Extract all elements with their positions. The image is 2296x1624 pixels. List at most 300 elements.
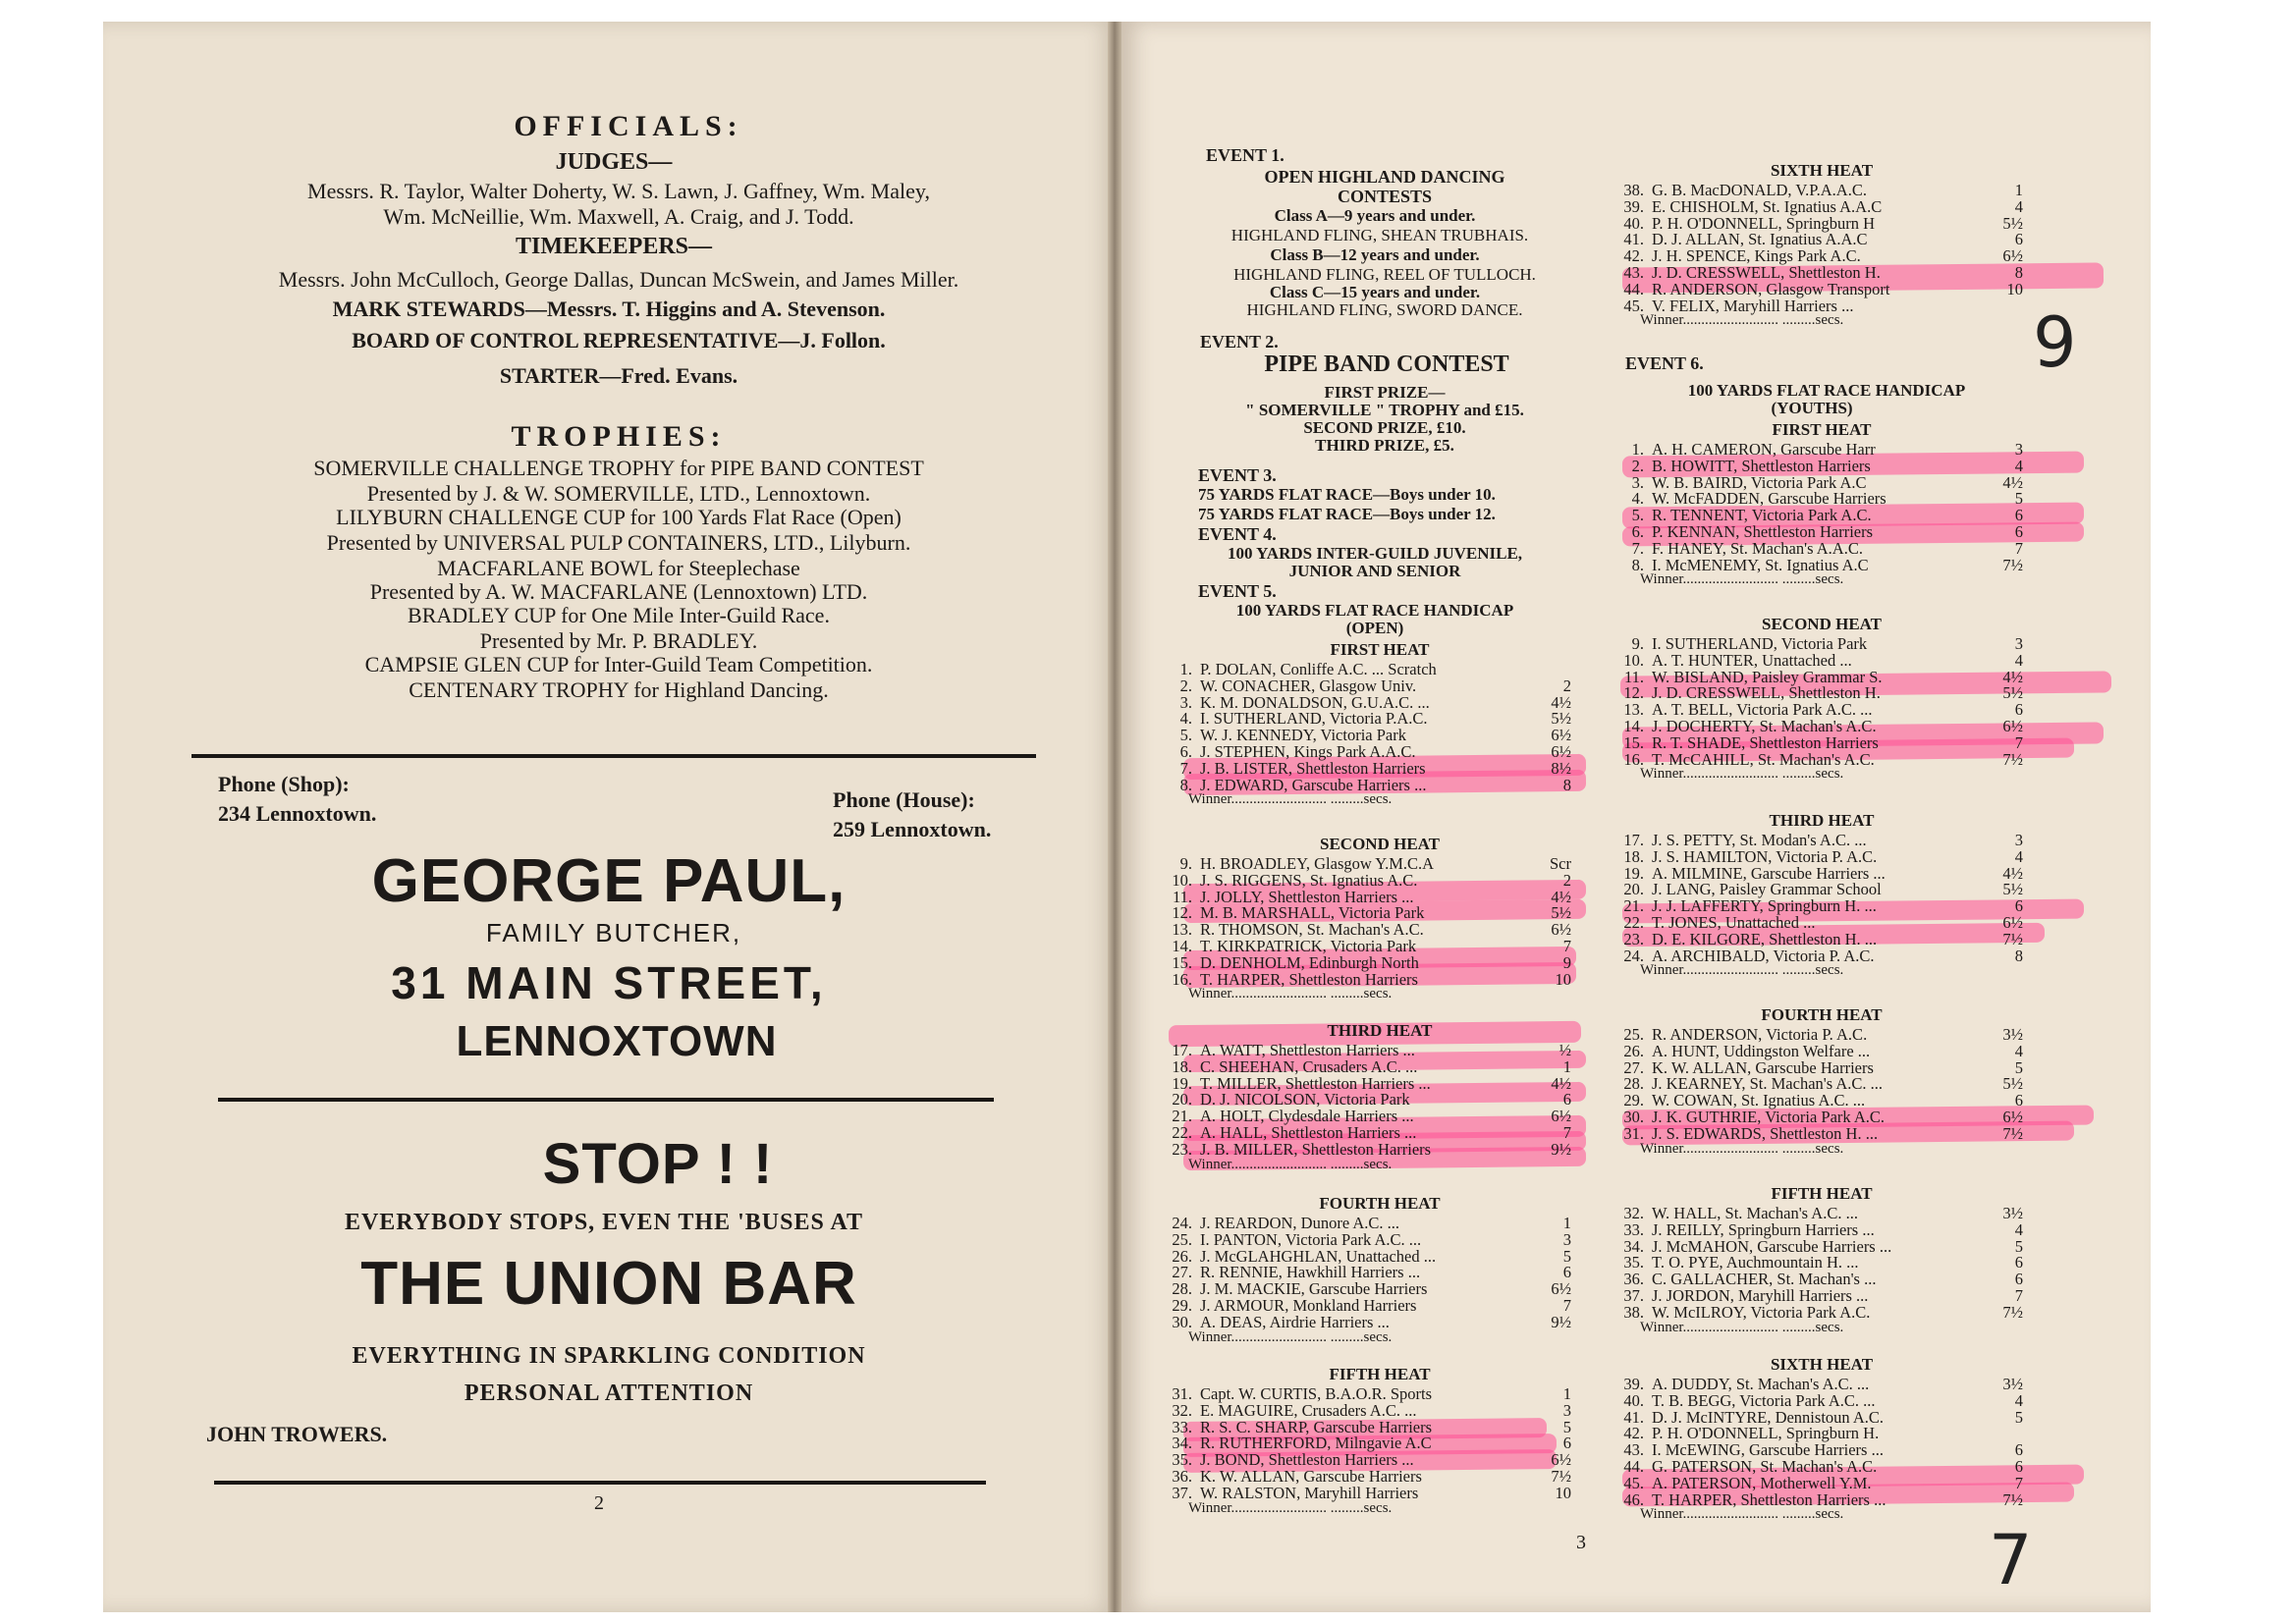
officials-title: OFFICIALS: (514, 110, 743, 142)
trophy-line: Presented by J. & W. SOMERVILLE, LTD., Lennoxtown. (366, 481, 871, 506)
entry-handicap: Scr (1550, 854, 1571, 873)
entry-number: 24. (1172, 1214, 1192, 1232)
entry-handicap: 6 (2014, 700, 2023, 720)
entry-name: W. CONACHER, Glasgow Univ. (1200, 676, 1417, 695)
butcher-name: GEORGE PAUL, (371, 847, 847, 915)
entry-handicap: 7½ (2002, 1489, 2023, 1509)
entry-name: W. RALSTON, Maryhill Harriers (1200, 1483, 1419, 1502)
entry-number: 13. (1623, 700, 1644, 720)
entry-name: A. MILMINE, Garscube Harriers ... (1652, 863, 1886, 883)
entry-number: 18. (1172, 1056, 1192, 1076)
entry-handicap: 6½ (1551, 742, 1571, 761)
attention-line: PERSONAL ATTENTION (464, 1380, 754, 1406)
entry-number: 15. (1172, 952, 1192, 972)
entry-handicap: 6 (2014, 1253, 2023, 1272)
entry-name: J. DOCHERTY, St. Machan's A.C. (1652, 717, 1877, 735)
entry-name: J. STEPHEN, Kings Park A.A.C. (1200, 742, 1416, 761)
entry-handicap: 6½ (1551, 1107, 1571, 1126)
judges-line-2: Wm. McNeillie, Wm. Maxwell, A. Craig, and J. Todd. (383, 204, 854, 229)
entry-handicap: 6 (2014, 230, 2023, 249)
entry-handicap: 4½ (2002, 667, 2023, 686)
entry-name: P. KENNAN, Shettleston Harriers (1652, 522, 1874, 541)
event-1-title-2: CONTESTS (1337, 187, 1433, 206)
entry-number: 38. (1623, 181, 1644, 199)
entry-handicap: 7½ (2002, 555, 2023, 574)
entry-handicap: 6 (1562, 1090, 1571, 1110)
entry-name: K. M. DONALDSON, G.U.A.C. ... (1200, 692, 1430, 712)
entry-number: 39. (1623, 196, 1644, 216)
phone-shop-number: 234 Lennoxtown. (218, 801, 377, 826)
entry-number: 8. (1631, 555, 1644, 574)
entry-name: J. K. GUTHRIE, Victoria Park A.C. (1652, 1108, 1886, 1126)
entry-handicap (1994, 297, 2023, 316)
entry-number: 4. (1179, 709, 1192, 729)
heat-title: SIXTH HEAT (1770, 1355, 1874, 1374)
entry-number: 16. (1172, 969, 1192, 989)
entry-number: 35. (1172, 1450, 1192, 1470)
trophies-title: TROPHIES: (511, 420, 727, 453)
entry-handicap: 3 (2014, 831, 2023, 849)
event-3-line-2: 75 YARDS FLAT RACE—Boys under 12. (1198, 505, 1496, 523)
entry-handicap: 5 (2014, 1057, 2023, 1077)
entry-number: 31. (1623, 1123, 1644, 1143)
entry-name: J. BOND, Shettleston Harriers ... (1200, 1450, 1414, 1470)
entry-handicap: 5½ (2002, 1074, 2023, 1094)
entry-name: I. McEWING, Garscube Harriers ... (1652, 1440, 1884, 1460)
entry-number: 26. (1623, 1041, 1644, 1060)
entry-handicap: 3½ (2002, 1025, 2023, 1044)
entry-name: J. D. CRESSWELL, Shettleston H. (1652, 263, 1881, 282)
entry-name: P. H. O'DONNELL, Springburn H (1652, 213, 1876, 233)
entry-handicap: 6 (2014, 1440, 2023, 1460)
entry-number: 17. (1172, 1041, 1192, 1059)
entry-name: A. T. BELL, Victoria Park A.C. ... (1652, 700, 1873, 720)
first-prize-detail: " SOMERVILLE " TROPHY and £15. (1245, 401, 1524, 419)
butcher-street: 31 MAIN STREET, (391, 957, 827, 1008)
entry-number: 29. (1172, 1296, 1192, 1315)
entry-handicap: 4 (2014, 196, 2023, 216)
entry-name: J. S. EDWARDS, Shettleston H. ... (1652, 1123, 1879, 1143)
entry-handicap: 7½ (2002, 929, 2023, 948)
entry-name: D. E. KILGORE, Shettleston H. ... (1652, 929, 1878, 948)
timekeepers-line: Messrs. John McCulloch, George Dallas, Duncan McSwein, and James Miller. (278, 267, 959, 292)
entry-number: 3. (1179, 692, 1192, 712)
judges-line-1: Messrs. R. Taylor, Walter Doherty, W. S. Lawn, J. Gaffney, Wm. Maley, (307, 179, 930, 203)
entry-number: 43. (1623, 263, 1644, 282)
entry-name: I. PANTON, Victoria Park A.C. ... (1200, 1229, 1422, 1249)
entry-name: T. McCAHILL, St. Machan's A.C. (1652, 749, 1875, 769)
event-3-label: EVENT 3. (1198, 465, 1277, 485)
entry-name: A. DUDDY, St. Machan's A.C. ... (1652, 1375, 1870, 1393)
entry-number: 9. (1179, 854, 1192, 873)
entry-handicap: 5 (2014, 1236, 2023, 1256)
entry-name: W. McILROY, Victoria Park A.C. (1652, 1302, 1871, 1322)
entry-handicap: 4½ (2002, 863, 2023, 883)
entry-name: W. BISLAND, Paisley Grammar S. (1652, 667, 1883, 686)
entry-handicap: 2 (1562, 870, 1571, 890)
entry-name: D. J. NICOLSON, Victoria Park (1200, 1090, 1410, 1110)
entry-number: 20. (1172, 1090, 1192, 1110)
entry-handicap: 3 (2014, 634, 2023, 653)
entry-number: 27. (1172, 1263, 1192, 1282)
entry-handicap: 6 (1562, 1434, 1571, 1453)
entry-number: 12. (1623, 683, 1644, 703)
butcher-trade: FAMILY BUTCHER, (485, 918, 742, 947)
entry-number: 43. (1623, 1440, 1644, 1460)
entry-handicap: 6 (2014, 522, 2023, 541)
entry-number: 9. (1631, 634, 1644, 653)
entry-number: 7. (1179, 758, 1192, 778)
entry-number: 25. (1623, 1025, 1644, 1044)
entry-handicap: 6 (2014, 1091, 2023, 1110)
entry-handicap: 6 (2014, 896, 2023, 916)
entry-name: R. THOMSON, St. Machan's A.C. (1200, 920, 1424, 940)
entry-name: W. McFADDEN, Garscube Harriers (1652, 489, 1886, 509)
entry-name: F. HANEY, St. Machan's A.A.C. (1652, 538, 1863, 558)
entry-name: W. HALL, St. Machan's A.C. ... (1652, 1204, 1858, 1222)
entry-handicap: 6½ (2002, 913, 2023, 932)
entry-name: A. T. HUNTER, Unattached ... (1652, 650, 1852, 670)
entry-handicap: 7 (1562, 937, 1571, 955)
entry-handicap: 1 (1562, 1056, 1571, 1076)
entry-handicap: 7½ (1551, 1467, 1571, 1486)
entry-number: 28. (1623, 1074, 1644, 1094)
entry-name: R. S. C. SHARP, Garscube Harriers (1200, 1417, 1433, 1436)
heat-title: FOURTH HEAT (1761, 1005, 1883, 1024)
entry-number: 39. (1623, 1375, 1644, 1393)
entry-handicap: 6½ (1551, 1279, 1571, 1299)
winner-line: Winner.......................... .........secs. (1640, 571, 1844, 588)
second-prize: SECOND PRIZE, £10. (1303, 418, 1466, 437)
entry-handicap: 10 (1555, 1483, 1571, 1502)
entry-number: 40. (1623, 1390, 1644, 1410)
entry-name: P. DOLAN, Conliffe A.C. ... Scratch (1200, 660, 1437, 678)
entry-name: M. B. MARSHALL, Victoria Park (1200, 903, 1425, 923)
event-4-line-2: JUNIOR AND SENIOR (1288, 562, 1461, 580)
entry-number: 24. (1623, 946, 1644, 965)
entry-handicap: 6½ (1551, 1450, 1571, 1470)
entry-number: 11. (1172, 887, 1192, 906)
class-c-dances: HIGHLAND FLING, SWORD DANCE. (1246, 300, 1523, 319)
entry-handicap: 10 (1555, 969, 1571, 989)
heat-title: THIRD HEAT (1327, 1021, 1433, 1040)
entry-name: G. PATERSON, St. Machan's A.C. (1652, 1457, 1878, 1476)
entry-name: J. S. HAMILTON, Victoria P. A.C. (1652, 846, 1878, 866)
event-6-line-1: 100 YARDS FLAT RACE HANDICAP (1687, 381, 1966, 400)
mark-stewards: MARK STEWARDS—Messrs. T. Higgins and A. Stevenson. (332, 297, 886, 321)
entry-number: 10. (1172, 870, 1192, 890)
entry-handicap: 5 (2014, 489, 2023, 509)
entry-name: A. HOLT, Clydesdale Harriers ... (1200, 1107, 1414, 1126)
entry-name: A. DEAS, Airdrie Harriers ... (1200, 1312, 1390, 1331)
entry-handicap: 3 (1562, 1400, 1571, 1420)
entry-name: T. HARPER, Shettleston Harriers ... (1652, 1489, 1886, 1509)
class-b-dances: HIGHLAND FLING, REEL OF TULLOCH. (1233, 265, 1536, 284)
entry-name: J. JORDON, Maryhill Harriers ... (1652, 1286, 1869, 1305)
entry-name: J. M. MACKIE, Garscube Harriers (1200, 1279, 1428, 1299)
entry-name: J. H. SPENCE, Kings Park A.C. (1652, 246, 1861, 266)
board-of-control: BOARD OF CONTROL REPRESENTATIVE—J. Follon. (352, 328, 886, 352)
entry-name: W. J. KENNEDY, Victoria Park (1200, 726, 1406, 745)
entry-handicap: 1 (1562, 1214, 1571, 1232)
entry-name: T. MILLER, Shettleston Harriers ... (1200, 1073, 1431, 1093)
entry-name: J. J. LAFFERTY, Springburn H. ... (1652, 896, 1877, 916)
entry-handicap: 5 (2014, 1407, 2023, 1427)
entry-name: J. B. MILLER, Shettleston Harriers (1200, 1139, 1432, 1159)
entry-handicap: 7 (1562, 1296, 1571, 1315)
event-5-label: EVENT 5. (1198, 581, 1277, 601)
entry-name: C. GALLACHER, St. Machan's ... (1652, 1270, 1877, 1289)
trophy-line: CENTENARY TROPHY for Highland Dancing. (409, 677, 829, 702)
event-6-label: EVENT 6. (1625, 353, 1704, 373)
entry-handicap: 9½ (1551, 1312, 1571, 1331)
entry-name: J. REARDON, Dunore A.C. ... (1200, 1214, 1400, 1232)
entry-name: J. JOLLY, Shettleston Harriers ... (1200, 887, 1414, 906)
judges-heading: JUDGES— (555, 149, 673, 175)
heat-title: SIXTH HEAT (1770, 161, 1874, 180)
entry-handicap: 6½ (2002, 246, 2023, 266)
divider-1 (191, 754, 1036, 758)
winner-line: Winner.......................... .........secs. (1640, 312, 1844, 329)
phone-house-label: Phone (House): (833, 787, 975, 812)
entry-handicap: 5 (1562, 1246, 1571, 1266)
heat-title: FIRST HEAT (1330, 640, 1430, 659)
entry-name: J. LANG, Paisley Grammar School (1652, 880, 1882, 899)
entry-number: 34. (1172, 1434, 1192, 1453)
entry-number: 32. (1623, 1204, 1644, 1222)
entry-name: D. J. ALLAN, St. Ignatius A.A.C (1652, 230, 1868, 249)
handwritten-9: 9 (2033, 302, 2077, 383)
entry-name: G. B. MacDONALD, V.P.A.A.C. (1652, 181, 1867, 199)
winner-line: Winner.......................... .........secs. (1640, 1140, 1844, 1157)
entry-number: 23. (1172, 1139, 1192, 1159)
event-6-line-2: (YOUTHS) (1771, 399, 1853, 417)
event-1-title-1: OPEN HIGHLAND DANCING (1264, 167, 1505, 187)
entry-number: 6. (1631, 522, 1644, 541)
entry-handicap: 3½ (2002, 1375, 2023, 1393)
heat-title: SECOND HEAT (1319, 835, 1441, 853)
entry-name: T. KIRKPATRICK, Victoria Park (1200, 937, 1417, 955)
entry-name: K. W. ALLAN, Garscube Harriers (1200, 1467, 1422, 1486)
entry-name: J. B. LISTER, Shettleston Harriers (1200, 758, 1426, 778)
entry-name: R. ANDERSON, Glasgow Transport (1652, 279, 1890, 298)
entry-number: 41. (1623, 1407, 1644, 1427)
entry-handicap: 7½ (2002, 1123, 2023, 1143)
entry-number: 14. (1172, 937, 1192, 955)
entry-name: A. WATT, Shettleston Harriers ... (1200, 1041, 1415, 1059)
entry-handicap: 9 (1562, 952, 1571, 972)
entry-handicap: 7 (2014, 1473, 2023, 1492)
trophy-line: BRADLEY CUP for One Mile Inter-Guild Race. (408, 603, 830, 627)
entry-handicap: 3½ (2002, 1204, 2023, 1222)
pipe-band-title: PIPE BAND CONTEST (1264, 352, 1509, 377)
trophy-line: Presented by Mr. P. BRADLEY. (479, 628, 758, 653)
entry-number: 29. (1623, 1091, 1644, 1110)
entry-name: W. B. BAIRD, Victoria Park A.C (1652, 472, 1867, 492)
first-prize: FIRST PRIZE— (1324, 383, 1446, 402)
entry-number: 25. (1172, 1229, 1192, 1249)
entry-number: 42. (1623, 1424, 1644, 1443)
entry-handicap: 4 (2014, 1390, 2023, 1410)
handwritten-7: 7 (1989, 1520, 2033, 1600)
heat-title: FOURTH HEAT (1319, 1194, 1441, 1213)
entry-handicap: 9½ (1551, 1139, 1571, 1159)
entry-handicap: 8½ (1551, 758, 1571, 778)
entry-name: J. ARMOUR, Monkland Harriers (1200, 1296, 1417, 1315)
entry-handicap: 5½ (2002, 683, 2023, 703)
entry-handicap: 8 (2014, 263, 2023, 282)
entry-handicap: 6½ (2002, 1108, 2023, 1126)
entry-number: 41. (1623, 230, 1644, 249)
entry-number: 22. (1623, 913, 1644, 932)
entry-handicap: 7 (1562, 1123, 1571, 1142)
entry-name: J. EDWARD, Garscube Harriers ... (1200, 775, 1427, 794)
entry-name: E. CHISHOLM, St. Ignatius A.A.C (1652, 196, 1883, 216)
entry-name: B. HOWITT, Shettleston Harriers (1652, 456, 1871, 475)
entry-name: T. HARPER, Shettleston Harriers (1200, 969, 1418, 989)
entry-name: J. D. CRESSWELL, Shettleston H. (1652, 683, 1881, 703)
entry-number: 11. (1623, 667, 1644, 686)
owner-name: JOHN TROWERS. (206, 1422, 388, 1446)
entry-handicap: 8 (1562, 775, 1571, 794)
entry-handicap: 4 (2014, 456, 2023, 475)
book-gutter (1108, 22, 1121, 1612)
entry-number: 17. (1623, 831, 1644, 849)
event-4-label: EVENT 4. (1198, 524, 1277, 544)
entry-number: 38. (1623, 1302, 1644, 1322)
entry-handicap: 8 (2014, 946, 2023, 965)
entry-handicap: 6 (2014, 506, 2023, 525)
entry-handicap: 4½ (1551, 1073, 1571, 1093)
entry-name: D. J. McINTYRE, Dennistoun A.C. (1652, 1407, 1885, 1427)
entry-handicap: 5½ (2002, 213, 2023, 233)
divider-3 (214, 1481, 986, 1485)
entry-number: 44. (1623, 1457, 1644, 1476)
entry-name: I. SUTHERLAND, Victoria Park (1652, 634, 1868, 653)
phone-shop-label: Phone (Shop): (218, 772, 350, 796)
winner-line: Winner.......................... .........secs. (1188, 1499, 1393, 1516)
entry-number: 28. (1172, 1279, 1192, 1299)
entry-handicap: 7 (2014, 538, 2023, 558)
entry-handicap: 4½ (1551, 887, 1571, 906)
entry-name: J. S. RIGGENS, St. Ignatius A.C. (1200, 870, 1418, 890)
entry-number: 46. (1623, 1489, 1644, 1509)
entry-number: 44. (1623, 279, 1644, 298)
event-3-line-1: 75 YARDS FLAT RACE—Boys under 10. (1198, 485, 1496, 504)
entry-name: V. FELIX, Maryhill Harriers ... (1652, 296, 1854, 315)
class-c: Class C—15 years and under. (1269, 283, 1481, 301)
event-2-label: EVENT 2. (1200, 332, 1279, 352)
entry-number: 12. (1172, 903, 1192, 923)
entry-number: 15. (1623, 732, 1644, 752)
entry-number: 1. (1631, 440, 1644, 459)
entry-name: P. H. O'DONNELL, Springburn H. (1652, 1424, 1880, 1443)
entry-handicap: 5 (1562, 1417, 1571, 1436)
entry-name: Capt. W. CURTIS, B.A.O.R. Sports (1200, 1384, 1433, 1403)
entry-number: 14. (1623, 717, 1644, 735)
entry-handicap: 6½ (1551, 920, 1571, 940)
phone-house-number: 259 Lennoxtown. (833, 817, 992, 841)
entry-number: 37. (1623, 1286, 1644, 1305)
entry-number: 34. (1623, 1236, 1644, 1256)
sparkling-line: EVERYTHING IN SPARKLING CONDITION (352, 1343, 866, 1369)
entry-number: 45. (1623, 1473, 1644, 1492)
entry-handicap: 5½ (1551, 709, 1571, 729)
page-number-right: 3 (1576, 1532, 1586, 1553)
everybody-stops: EVERYBODY STOPS, EVEN THE 'BUSES AT (344, 1210, 864, 1235)
trophy-line: LILYBURN CHALLENGE CUP for 100 Yards Flat Race (Open) (336, 505, 902, 529)
winner-line: Winner.......................... .........secs. (1188, 791, 1393, 808)
winner-line: Winner.......................... .........secs. (1188, 1156, 1393, 1172)
divider-2 (218, 1098, 994, 1102)
entry-handicap: 5½ (1551, 903, 1571, 923)
entry-number: 31. (1172, 1384, 1192, 1403)
entry-number: 5. (1179, 726, 1192, 745)
entry-number: 33. (1623, 1219, 1644, 1239)
entry-number: 21. (1623, 896, 1644, 916)
stop-headline: STOP ! ! (542, 1132, 774, 1196)
entry-number: 18. (1623, 846, 1644, 866)
entry-number: 5. (1631, 506, 1644, 525)
entry-handicap: 1 (1562, 1384, 1571, 1403)
entry-handicap: 5½ (2002, 880, 2023, 899)
butcher-town: LENNOXTOWN (456, 1017, 778, 1065)
entry-handicap: 1 (2014, 181, 2023, 199)
entry-number: 30. (1623, 1108, 1644, 1126)
entry-name: A. H. CAMERON, Garscube Harr (1652, 440, 1876, 459)
entry-handicap: 10 (2006, 279, 2023, 298)
entry-number: 27. (1623, 1057, 1644, 1077)
entry-number: 2. (1179, 676, 1192, 695)
starter: STARTER—Fred. Evans. (499, 363, 738, 388)
entry-name: E. MAGUIRE, Crusaders A.C. ... (1200, 1400, 1417, 1420)
entry-name: A. ARCHIBALD, Victoria P. A.C. (1652, 946, 1875, 965)
page-number-left: 2 (594, 1492, 604, 1514)
heat-title: THIRD HEAT (1769, 811, 1875, 830)
entry-name: R. RENNIE, Hawkhill Harriers ... (1200, 1263, 1421, 1282)
entry-number: 40. (1623, 213, 1644, 233)
entry-handicap: 7½ (2002, 749, 2023, 769)
entry-number: 30. (1172, 1312, 1192, 1331)
entry-name: R. T. SHADE, Shettleston Harriers (1652, 732, 1879, 752)
entry-number: 7. (1631, 538, 1644, 558)
entry-handicap: 6 (2014, 1270, 2023, 1289)
trophy-line: SOMERVILLE CHALLENGE TROPHY for PIPE BAND CONTEST (313, 456, 924, 480)
entry-name: T. B. BEGG, Victoria Park A.C. ... (1652, 1390, 1876, 1410)
entry-name: J. KEARNEY, St. Machan's A.C. ... (1652, 1074, 1884, 1094)
entry-name: I. SUTHERLAND, Victoria P.A.C. (1200, 709, 1428, 729)
entry-handicap: ½ (1558, 1041, 1571, 1059)
entry-name: A. PATERSON, Motherwell Y.M. (1652, 1473, 1872, 1492)
trophy-line: Presented by A. W. MACFARLANE (Lennoxtown) LTD. (369, 579, 868, 604)
entry-number: 23. (1623, 929, 1644, 948)
entry-name: R. ANDERSON, Victoria P. A.C. (1652, 1025, 1868, 1044)
entry-name: H. BROADLEY, Glasgow Y.M.C.A (1200, 854, 1435, 873)
winner-line: Winner.......................... .........secs. (1640, 962, 1844, 979)
entry-handicap: 6 (2014, 1457, 2023, 1476)
event-4-line-1: 100 YARDS INTER-GUILD JUVENILE, (1227, 544, 1523, 563)
entry-name: R. RUTHERFORD, Milngavie A.C (1200, 1434, 1432, 1453)
entry-number: 36. (1172, 1467, 1192, 1486)
entry-number: 45. (1623, 296, 1644, 315)
entry-number: 19. (1172, 1073, 1192, 1093)
entry-name: W. COWAN, St. Ignatius A.C. ... (1652, 1091, 1866, 1110)
heat-title: FIFTH HEAT (1771, 1184, 1873, 1203)
entry-number: 6. (1179, 742, 1192, 761)
entry-number: 21. (1172, 1107, 1192, 1126)
entry-handicap: 3 (2014, 440, 2023, 459)
entry-name: R. TENNENT, Victoria Park A.C. (1652, 506, 1872, 525)
